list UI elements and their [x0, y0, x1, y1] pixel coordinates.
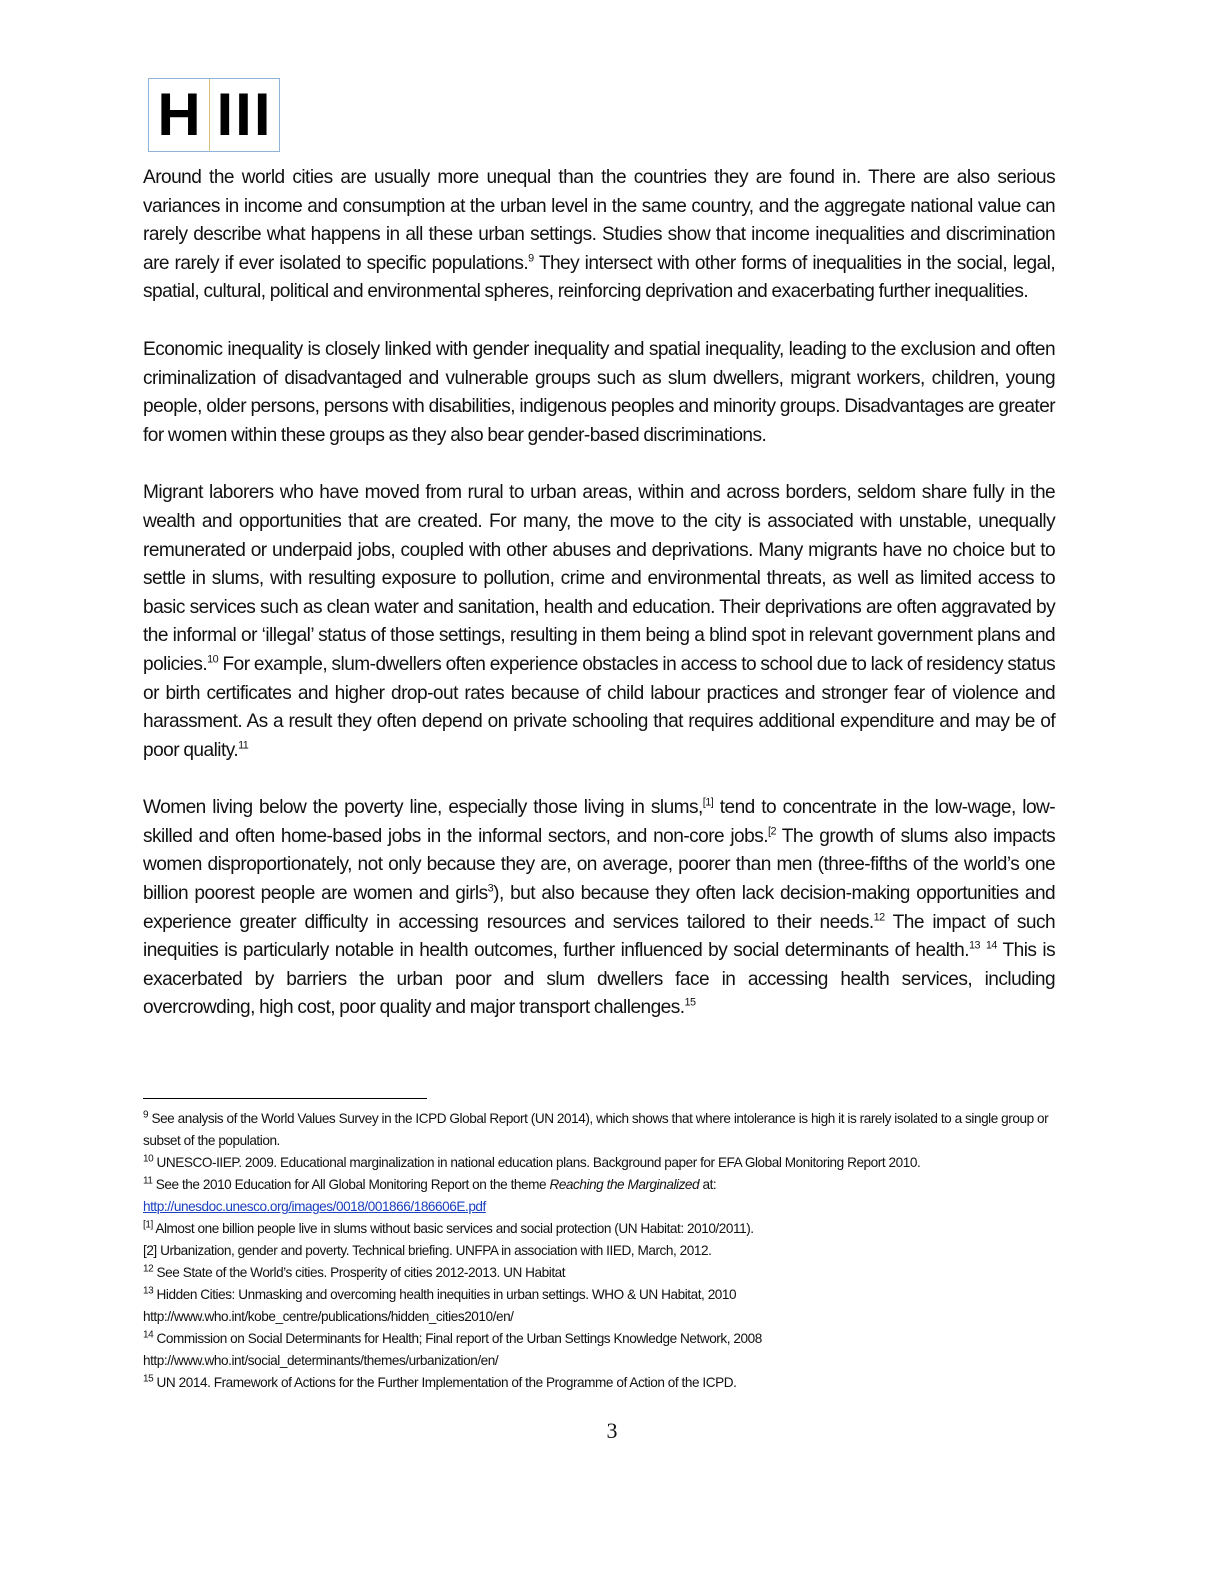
text-run: They intersect with other forms of inequalities in the social, legal, spatial, cultural, political and environmental spheres, reinforcing deprivation and exacerbating further inequalities. — [143, 251, 1056, 303]
text-run: See State of the World’s cities. Prosperity of cities 2012-2013. UN Habitat — [153, 1265, 566, 1280]
footnote-reference: [2 — [767, 825, 776, 838]
footnote-reference: [1] — [143, 1219, 153, 1231]
text-run: UN 2014. Framework of Actions for the Further Implementation of the Programme of Action of the ICPD. — [153, 1375, 737, 1390]
text-run: For example, slum-dwellers often experience obstacles in access to school due to lack of residency status or birth certificates and higher drop-out rates because of child labour practices and stronger fear of violence and harassment. As a result they often depend on private schooling that requires additional expenditure and may be of poor quality. — [143, 652, 1056, 761]
paragraph — [143, 478, 1055, 764]
footnote — [143, 1372, 1073, 1394]
footnote-reference: 9 — [528, 252, 534, 265]
text-run: Around the world cities are usually more unequal than the countries they are found in. There are also serious variances in income and consumption at the urban level in the same country, and the aggregate national value can rarely describe what happens in all these urban settings. Studies show that income inequalities and discrimination are rarely if ever isolated to specific populations. — [143, 166, 1056, 274]
footnote-reference: 13 — [968, 939, 980, 952]
footnote — [143, 1174, 1073, 1218]
emphasized-title: Reaching the Marginalized — [549, 1177, 700, 1192]
text-run: [2] Urbanization, gender and poverty. Technical briefing. UNFPA in association with IIED, March, 2012. — [143, 1243, 712, 1258]
text-run: Migrant laborers who have moved from rural to urban areas, within and across borders, seldom share fully in the wealth and opportunities that are created. For many, the move to the city is associated with unstable, unequally remunerated or underpaid jobs, coupled with other abuses and deprivations. Many migrants have no choice but to settle in slums, with resulting exposure to pollution, crime and environmental threats, as well as limited access to basic services such as clean water and sanitation, health and education. Their deprivations are often aggravated by the informal or ‘illegal’ status of those settings, resulting in them being a blind spot in relevant government plans and policies. — [143, 481, 1056, 675]
footnote — [143, 1284, 1073, 1328]
logo-bars: III — [216, 81, 273, 148]
footnote — [143, 1262, 1073, 1284]
footnote-reference: 15 — [143, 1373, 154, 1385]
footnote-reference: 13 — [143, 1285, 154, 1297]
footnote-reference: 11 — [238, 739, 249, 752]
body-text — [143, 163, 1055, 1051]
footnote — [143, 1108, 1073, 1152]
paragraph — [143, 335, 1055, 449]
paragraph — [143, 793, 1055, 1022]
text-run: The impact of such inequities is particularly notable in health outcomes, further influenced by social determinants of health. — [143, 910, 1056, 962]
text-run: Economic inequality is closely linked with gender inequality and spatial inequality, leading to the exclusion and often criminalization of disadvantaged and vulnerable groups such as slum dwellers, migrant workers, children, young people, older persons, persons with disabilities, indigenous peoples and minority groups. Disadvantages are greater for women within these groups as they also bear gender-based discriminations. — [143, 337, 1056, 446]
logo-letter: H — [149, 79, 210, 151]
footnote-reference: 14 — [143, 1329, 154, 1341]
footnote-reference: 9 — [143, 1109, 149, 1121]
text-run: Almost one billion people live in slums without basic services and social protection (UN Habitat: 2010/2011). — [152, 1221, 754, 1236]
footnote-reference: 10 — [207, 653, 219, 666]
footnote-reference: 12 — [873, 911, 885, 924]
footnote-reference: [1] — [702, 796, 714, 809]
footnote-reference: 11 — [143, 1175, 153, 1187]
footnotes — [143, 1108, 1073, 1394]
footnote — [143, 1152, 1073, 1174]
text-run: UNESCO-IIEP. 2009. Educational marginalization in national education plans. Background paper for EFA Global Monitoring Report 2010. — [153, 1155, 921, 1170]
footnote-reference: 12 — [143, 1263, 154, 1275]
text-run: See the 2010 Education for All Global Monitoring Report on the theme — [152, 1177, 550, 1192]
text-run: Women living below the poverty line, especially those living in slums, — [143, 796, 703, 819]
footnote — [143, 1240, 1073, 1262]
logo — [148, 78, 280, 152]
text-run: ), but also because they often lack decision-making opportunities and experience greater difficulty in accessing resources and services tailored to their needs. — [143, 882, 1056, 933]
footnote-reference: 10 — [143, 1153, 154, 1165]
text-run: http://www.who.int/social_determinants/themes/urbanization/en/ — [143, 1353, 499, 1368]
footnote-reference: 15 — [684, 996, 696, 1009]
footnote-divider — [143, 1098, 427, 1099]
text-run: tend to concentrate in the low-wage, low-skilled and often home-based jobs in the informal sectors, and non-core jobs. — [143, 796, 1056, 847]
paragraph — [143, 163, 1055, 306]
text-run: Hidden Cities: Unmasking and overcoming health inequities in urban settings. WHO & UN Habitat, 2010 — [153, 1287, 737, 1302]
footnote-reference: 3 — [487, 882, 494, 895]
page-number: 3 — [606, 1418, 618, 1443]
text-run: The growth of slums also impacts women disproportionately, not only because they are, on average, poorer than men (three-fifths of the world’s one billion poorest people are women and girls — [143, 824, 1056, 905]
text-run: See analysis of the World Values Survey in the ICPD Global Report (UN 2014), which shows that where intolerance is high it is rarely isolated to a single group or subset of the population. — [143, 1111, 1049, 1148]
footnote — [143, 1218, 1073, 1240]
text-run: Commission on Social Determinants for Health; Final report of the Urban Settings Knowledge Network, 2008 — [153, 1331, 762, 1346]
footnote-link[interactable]: http://unesdoc.unesco.org/images/0018/001866/186606E.pdf — [143, 1199, 486, 1214]
footnote-reference: 14 — [985, 939, 997, 952]
text-run: This is exacerbated by barriers the urban poor and slum dwellers face in accessing health services, including overcrowding, high cost, poor quality and major transport challenges. — [143, 939, 1056, 1019]
footnote — [143, 1328, 1073, 1372]
text-run: http://www.who.int/kobe_centre/publications/hidden_cities2010/en/ — [143, 1309, 514, 1324]
text-run: at: — [699, 1177, 717, 1192]
